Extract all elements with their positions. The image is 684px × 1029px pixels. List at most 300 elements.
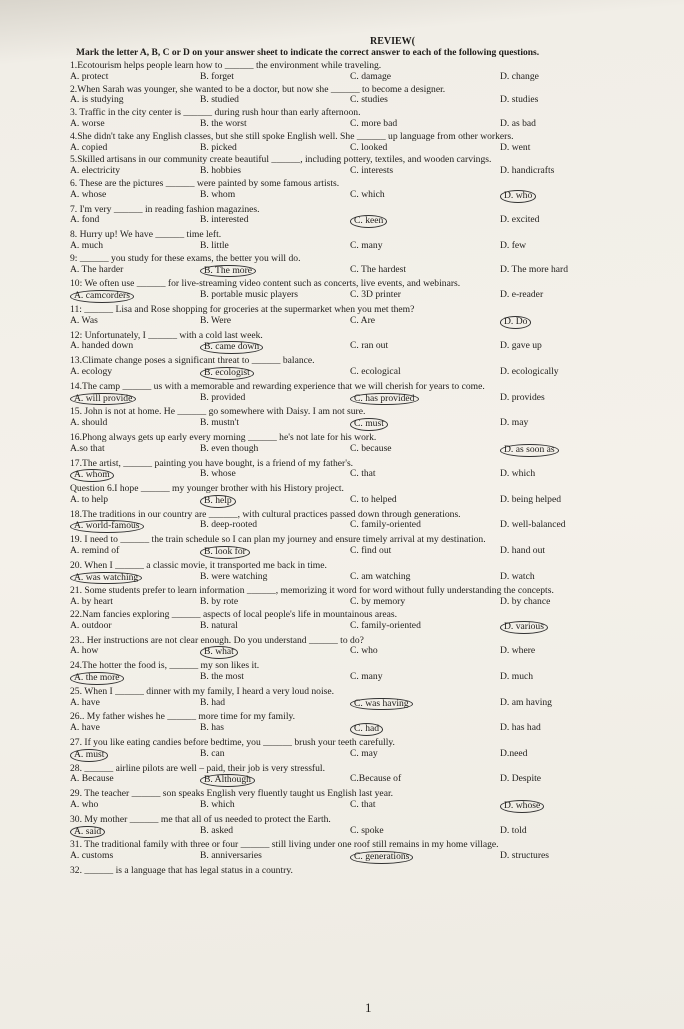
answer-option[interactable]: [500, 774, 650, 787]
answer-option[interactable]: [500, 290, 650, 303]
answer-option-label: B. whose: [200, 469, 236, 480]
question-stem: 27. If you like eating candies before bedtime, you ______ brush your teeth carefully.: [70, 737, 395, 749]
question-item: [70, 866, 670, 877]
answer-option-label: C. because: [350, 443, 392, 454]
answer-option[interactable]: [70, 774, 200, 787]
answer-option-label: B. the most: [200, 672, 244, 683]
answer-options: [70, 418, 670, 431]
answer-option[interactable]: [500, 418, 650, 431]
answer-option-label: C. 3D printer: [350, 290, 401, 301]
answer-option[interactable]: [70, 851, 200, 864]
question-item: [70, 661, 670, 685]
question-stem: 30. My mother ______ me that all of us needed to protect the Earth.: [70, 813, 331, 825]
answer-option[interactable]: [350, 265, 500, 278]
answer-option[interactable]: [200, 646, 350, 659]
answer-option-label: D. excited: [500, 215, 540, 226]
answer-option[interactable]: [500, 72, 650, 83]
answer-option-label: A. fond: [70, 215, 100, 226]
answer-option[interactable]: [500, 393, 650, 406]
answer-options: [70, 469, 670, 482]
answer-option[interactable]: [200, 546, 350, 559]
answer-option-label: C. by memory: [350, 597, 406, 608]
answer-option[interactable]: [500, 646, 650, 659]
answer-option[interactable]: [70, 166, 200, 177]
answer-option-label: B. portable music players: [200, 290, 299, 301]
answer-option-label: C. find out: [350, 546, 392, 557]
exam-sheet: [70, 36, 670, 879]
answer-option[interactable]: [500, 698, 650, 711]
answer-option-label: C. that: [350, 469, 376, 480]
answer-option[interactable]: [500, 672, 650, 685]
answer-option[interactable]: [200, 444, 350, 457]
answer-options: [70, 672, 670, 685]
answer-option-label: D. Do: [500, 316, 531, 329]
question-item: [70, 586, 670, 608]
answer-option-label: B. look for: [200, 546, 250, 559]
answer-option[interactable]: [200, 672, 350, 685]
answer-option-label: B. hobbies: [200, 166, 242, 177]
answer-option[interactable]: [500, 495, 650, 508]
answer-option-label: B. by rote: [200, 597, 239, 608]
answer-option-label: C. family-oriented: [350, 620, 421, 631]
answer-option-label: B. The more: [200, 265, 256, 278]
answer-option-label: D. e-reader: [500, 290, 544, 301]
answer-option[interactable]: [70, 749, 200, 762]
answer-option[interactable]: [350, 119, 500, 130]
question-stem: 5.Skilled artisans in our community create beautiful ______, including pottery, textiles, and wooden carvings.: [70, 154, 492, 166]
answer-option[interactable]: [350, 95, 500, 106]
answer-option[interactable]: [200, 166, 350, 177]
answer-option-label: C. may: [350, 748, 378, 759]
question-stem: 8. Hurry up! We have ______ time left.: [70, 229, 222, 241]
answer-option[interactable]: [70, 572, 200, 585]
answer-options: [70, 119, 670, 130]
answer-option-label: D. Despite: [500, 774, 542, 785]
answer-option[interactable]: [500, 143, 650, 154]
question-item: [70, 561, 670, 585]
answer-option[interactable]: [350, 190, 500, 203]
answer-option[interactable]: [500, 800, 650, 813]
answer-options: [70, 800, 670, 813]
question-stem: 16.Phong always gets up early every morning ______ he's not late for his work.: [70, 431, 377, 443]
answer-option[interactable]: [200, 215, 350, 228]
answer-option-label: A. electricity: [70, 166, 121, 177]
answer-option[interactable]: [70, 546, 200, 559]
answer-option[interactable]: [70, 698, 200, 711]
answer-option-label: B. had: [200, 697, 226, 708]
answer-option[interactable]: [500, 341, 650, 354]
answer-option[interactable]: [350, 800, 500, 813]
question-stem: 15. John is not at home. He ______ go somewhere with Daisy. I am not sure.: [70, 406, 366, 418]
answer-option-label: A. was watching: [70, 572, 142, 585]
answer-option[interactable]: [350, 774, 500, 787]
answer-option[interactable]: [500, 367, 650, 380]
answer-option[interactable]: [350, 143, 500, 154]
answer-option-label: C. generations: [350, 851, 413, 864]
answer-option-label: D. gave up: [500, 341, 542, 352]
answer-options: [70, 190, 670, 203]
question-stem: 31. The traditional family with three or four ______ still living under one roof still remains in my home village.: [70, 839, 499, 851]
answer-option[interactable]: [70, 672, 200, 685]
answer-options: [70, 495, 670, 508]
question-item: [70, 305, 670, 329]
answer-option-label: C. am watching: [350, 571, 411, 582]
answer-option-label: D. am having: [500, 697, 552, 708]
answer-option-label: C. must: [350, 418, 388, 431]
answer-option[interactable]: [200, 190, 350, 203]
answer-options: [70, 215, 670, 228]
answer-option[interactable]: [200, 265, 350, 278]
answer-option[interactable]: [500, 316, 650, 329]
answer-option[interactable]: [500, 597, 650, 608]
question-item: [70, 356, 670, 380]
answer-option-label: B. were watching: [200, 571, 268, 582]
answer-option[interactable]: [200, 597, 350, 608]
answer-option-label: C. ecological: [350, 366, 401, 377]
answer-option-label: B. little: [200, 240, 229, 251]
question-item: [70, 484, 670, 508]
answer-option[interactable]: [70, 215, 200, 228]
answer-option[interactable]: [500, 621, 650, 634]
answer-option-label: A. remind of: [70, 546, 120, 557]
answer-option-label: A. the more: [70, 672, 124, 685]
question-item: [70, 382, 670, 406]
answer-option[interactable]: [500, 190, 650, 203]
answer-option-label: D. may: [500, 418, 529, 429]
answer-option[interactable]: [350, 72, 500, 83]
question-stem: 10: We often use ______ for live-streaming video content such as concerts, live events, and webinars.: [70, 278, 461, 290]
answer-options: [70, 546, 670, 559]
answer-option[interactable]: [350, 698, 500, 711]
question-item: [70, 108, 670, 130]
answer-option[interactable]: [500, 851, 650, 864]
answer-option-label: D. handicrafts: [500, 166, 555, 177]
question-stem: 1.Ecotourism helps people learn how to ______ the environment while traveling.: [70, 60, 382, 71]
question-item: [70, 840, 670, 864]
answer-option[interactable]: [500, 241, 650, 252]
answer-option-label: D. as soon as: [500, 444, 559, 457]
answer-option[interactable]: [350, 621, 500, 634]
answer-option[interactable]: [200, 826, 350, 839]
question-stem: 2.When Sarah was younger, she wanted to be a doctor, but now she ______ to become a designer.: [70, 83, 446, 95]
answer-option-label: A. should: [70, 418, 108, 429]
answer-option-label: A.so that: [70, 443, 105, 454]
answer-option-label: A. world-famous: [70, 520, 144, 533]
answer-option[interactable]: [200, 241, 350, 252]
answer-option-label: B. what: [200, 646, 238, 659]
answer-option[interactable]: [200, 572, 350, 585]
question-stem: 19. I need to ______ the train schedule so I can plan my journey and ensure timely arrival at my destination.: [70, 534, 486, 546]
answer-option-label: C. who: [350, 646, 378, 657]
answer-option[interactable]: [200, 800, 350, 813]
question-item: [70, 179, 670, 203]
answer-option-label: D. as bad: [500, 118, 536, 129]
answer-option[interactable]: [350, 367, 500, 380]
answer-option-label: A. protect: [70, 71, 109, 82]
answer-option-label: D. which: [500, 469, 536, 480]
question-item: [70, 687, 670, 711]
answer-option[interactable]: [500, 572, 650, 585]
answer-option[interactable]: [200, 495, 350, 508]
answer-option[interactable]: [350, 597, 500, 608]
answer-option[interactable]: [350, 495, 500, 508]
answer-option[interactable]: [500, 265, 650, 278]
answer-option[interactable]: [70, 418, 200, 431]
question-item: [70, 230, 670, 252]
answer-option[interactable]: [70, 520, 200, 533]
answer-option-label: A. handed down: [70, 341, 134, 352]
answer-option[interactable]: [350, 469, 500, 482]
answer-option-label: C. to helped: [350, 494, 397, 505]
answer-option-label: D. well-balanced: [500, 520, 566, 531]
answer-option-label: A. will provide: [70, 393, 136, 406]
question-item: [70, 738, 670, 762]
answer-option[interactable]: [70, 316, 200, 329]
answer-option-label: C. ran out: [350, 341, 389, 352]
answer-option-label: C.Because of: [350, 774, 402, 785]
answer-option[interactable]: [500, 723, 650, 736]
answer-options: [70, 597, 670, 608]
answer-option[interactable]: [350, 520, 500, 533]
answer-option[interactable]: [200, 621, 350, 634]
answer-option-label: B. can: [200, 748, 225, 759]
question-stem: 3. Traffic in the city center is ______ during rush hour than early afternoon.: [70, 107, 361, 119]
answer-option-label: A. Was: [70, 315, 98, 326]
answer-option-label: A. whose: [70, 189, 107, 200]
answer-option[interactable]: [70, 265, 200, 278]
answer-options: [70, 723, 670, 736]
answer-option[interactable]: [200, 418, 350, 431]
answer-option[interactable]: [200, 749, 350, 762]
answer-option[interactable]: [500, 469, 650, 482]
answer-option-label: A. much: [70, 240, 104, 251]
answer-option[interactable]: [500, 215, 650, 228]
question-item: [70, 433, 670, 457]
answer-option-label: D. provides: [500, 392, 545, 403]
answer-option-label: B. the worst: [200, 118, 247, 129]
answer-option[interactable]: [70, 621, 200, 634]
answer-option[interactable]: [350, 393, 500, 406]
answer-option-label: B. provided: [200, 392, 246, 403]
answer-option-label: D. by chance: [500, 597, 551, 608]
answer-option-label: D. being helped: [500, 494, 562, 505]
answer-option[interactable]: [70, 241, 200, 252]
answer-option[interactable]: [350, 341, 500, 354]
answer-options: [70, 826, 670, 839]
answer-option[interactable]: [350, 290, 500, 303]
answer-option[interactable]: [350, 826, 500, 839]
question-item: [70, 331, 670, 355]
answer-option[interactable]: [500, 95, 650, 106]
question-item: [70, 535, 670, 559]
answer-option[interactable]: [500, 520, 650, 533]
answer-option[interactable]: [200, 723, 350, 736]
question-item: [70, 61, 670, 83]
answer-option-label: D. whose: [500, 800, 544, 813]
question-item: [70, 155, 670, 177]
answer-option-label: C. has provided: [350, 393, 419, 406]
answer-option[interactable]: [200, 469, 350, 482]
answer-option-label: B. even though: [200, 443, 259, 454]
answer-option[interactable]: [350, 166, 500, 177]
answer-option-label: B. studied: [200, 95, 239, 106]
answer-option-label: A. is studying: [70, 95, 124, 106]
answer-option-label: D. told: [500, 825, 527, 836]
answer-option[interactable]: [200, 119, 350, 130]
answer-option[interactable]: [200, 341, 350, 354]
answer-option[interactable]: [350, 241, 500, 252]
answer-option-label: D. went: [500, 142, 531, 153]
answer-option-label: A. how: [70, 646, 99, 657]
question-stem: 12: Unfortunately, I ______ with a cold last week.: [70, 329, 263, 341]
answer-options: [70, 393, 670, 406]
answer-option-label: D. where: [500, 646, 536, 657]
answer-option[interactable]: [200, 290, 350, 303]
answer-option-label: C. studies: [350, 95, 388, 106]
answer-option[interactable]: [70, 723, 200, 736]
answer-option[interactable]: [350, 723, 500, 736]
answer-option[interactable]: [500, 826, 650, 839]
answer-option-label: C. The hardest: [350, 264, 407, 275]
answer-option[interactable]: [350, 444, 500, 457]
question-item: [70, 407, 670, 431]
answer-option-label: D. change: [500, 71, 539, 82]
answer-option[interactable]: [200, 143, 350, 154]
answer-option[interactable]: [500, 166, 650, 177]
answer-option-label: B. anniversaries: [200, 851, 262, 862]
answer-options: [70, 444, 670, 457]
question-stem: 26.. My father wishes he ______ more time for my family.: [70, 711, 296, 723]
answer-options: [70, 166, 670, 177]
answer-option[interactable]: [200, 520, 350, 533]
answer-option[interactable]: [70, 826, 200, 839]
answer-options: [70, 774, 670, 787]
answer-option[interactable]: [500, 749, 650, 762]
question-list: [70, 61, 670, 877]
answer-option-label: A. must: [70, 749, 108, 762]
answer-option-label: D. hand out: [500, 546, 546, 557]
answer-option[interactable]: [200, 72, 350, 83]
question-item: [70, 789, 670, 813]
answer-option[interactable]: [500, 444, 650, 457]
answer-option-label: B. picked: [200, 142, 237, 153]
question-stem: 13.Climate change poses a significant threat to ______ balance.: [70, 355, 315, 367]
answer-option[interactable]: [70, 143, 200, 154]
answer-option[interactable]: [70, 393, 200, 406]
answer-options: [70, 72, 670, 83]
answer-options: [70, 367, 670, 380]
answer-option-label: D. ecologically: [500, 366, 559, 377]
question-stem: 4.She didn't take any English classes, but she still spoke English well. She ______ up language from other workers.: [70, 130, 514, 142]
answer-option[interactable]: [70, 444, 200, 457]
answer-option-label: A. to help: [70, 494, 109, 505]
answer-option-label: B. interested: [200, 215, 249, 226]
answer-option[interactable]: [200, 367, 350, 380]
answer-option-label: C. many: [350, 672, 383, 683]
answer-option[interactable]: [200, 698, 350, 711]
answer-options: [70, 316, 670, 329]
answer-options: [70, 241, 670, 252]
answer-option[interactable]: [200, 393, 350, 406]
answer-option[interactable]: [350, 215, 500, 228]
answer-option[interactable]: [70, 495, 200, 508]
answer-option-label: C. Are: [350, 315, 376, 326]
answer-option-label: B. mustn't: [200, 418, 240, 429]
answer-option[interactable]: [200, 774, 350, 787]
answer-option[interactable]: [70, 367, 200, 380]
question-item: [70, 205, 670, 229]
answer-option[interactable]: [200, 95, 350, 106]
answer-option[interactable]: [350, 646, 500, 659]
answer-option[interactable]: [350, 851, 500, 864]
answer-option-label: C. interests: [350, 166, 394, 177]
answer-option-label: D. watch: [500, 571, 535, 582]
answer-option-label: D. few: [500, 240, 527, 251]
answer-option[interactable]: [70, 469, 200, 482]
question-stem: 24.The hotter the food is, ______ my son likes it.: [70, 660, 260, 672]
answer-option[interactable]: [350, 546, 500, 559]
answer-option-label: D. studies: [500, 95, 539, 106]
answer-option[interactable]: [350, 316, 500, 329]
answer-option-label: B. has: [200, 723, 224, 734]
question-item: [70, 815, 670, 839]
answer-option-label: C. looked: [350, 142, 388, 153]
answer-option[interactable]: [500, 546, 650, 559]
answer-option[interactable]: [350, 418, 500, 431]
answer-option-label: B. Were: [200, 315, 232, 326]
answer-option[interactable]: [70, 95, 200, 106]
answer-option-label: C. was having: [350, 698, 413, 711]
answer-option-label: A. camcorders: [70, 290, 134, 303]
answer-option-label: D. has had: [500, 723, 541, 734]
answer-option-label: D. various: [500, 621, 548, 634]
question-stem: 23.. Her instructions are not clear enough. Do you understand ______ to do?: [70, 634, 364, 646]
answer-option[interactable]: [350, 572, 500, 585]
answer-option-label: B. asked: [200, 825, 234, 836]
answer-option[interactable]: [70, 290, 200, 303]
answer-option[interactable]: [350, 672, 500, 685]
answer-option[interactable]: [500, 119, 650, 130]
answer-option[interactable]: [200, 851, 350, 864]
answer-option-label: C. keen: [350, 215, 387, 228]
answer-option[interactable]: [70, 597, 200, 608]
question-stem: 7. I'm very ______ in reading fashion magazines.: [70, 203, 260, 215]
answer-option-label: C. damage: [350, 71, 392, 82]
question-stem: 32. ______ is a language that has legal status in a country.: [70, 865, 293, 876]
question-stem: 6. These are the pictures ______ were painted by some famous artists.: [70, 177, 340, 189]
answer-option[interactable]: [70, 646, 200, 659]
answer-option-label: C. family-oriented: [350, 520, 421, 531]
answer-options: [70, 621, 670, 634]
question-item: [70, 254, 670, 278]
answer-options: [70, 265, 670, 278]
answer-options: [70, 851, 670, 864]
answer-option-label: A. The harder: [70, 264, 124, 275]
answer-option[interactable]: [70, 800, 200, 813]
question-item: [70, 132, 670, 154]
answer-option[interactable]: [70, 341, 200, 354]
question-item: [70, 85, 670, 107]
answer-option-label: A. copied: [70, 142, 108, 153]
answer-option[interactable]: [70, 190, 200, 203]
question-item: [70, 459, 670, 483]
answer-option[interactable]: [70, 119, 200, 130]
answer-option[interactable]: [200, 316, 350, 329]
answer-option[interactable]: [350, 749, 500, 762]
answer-option-label: C. spoke: [350, 825, 384, 836]
answer-option-label: A. Because: [70, 774, 114, 785]
answer-option[interactable]: [70, 72, 200, 83]
